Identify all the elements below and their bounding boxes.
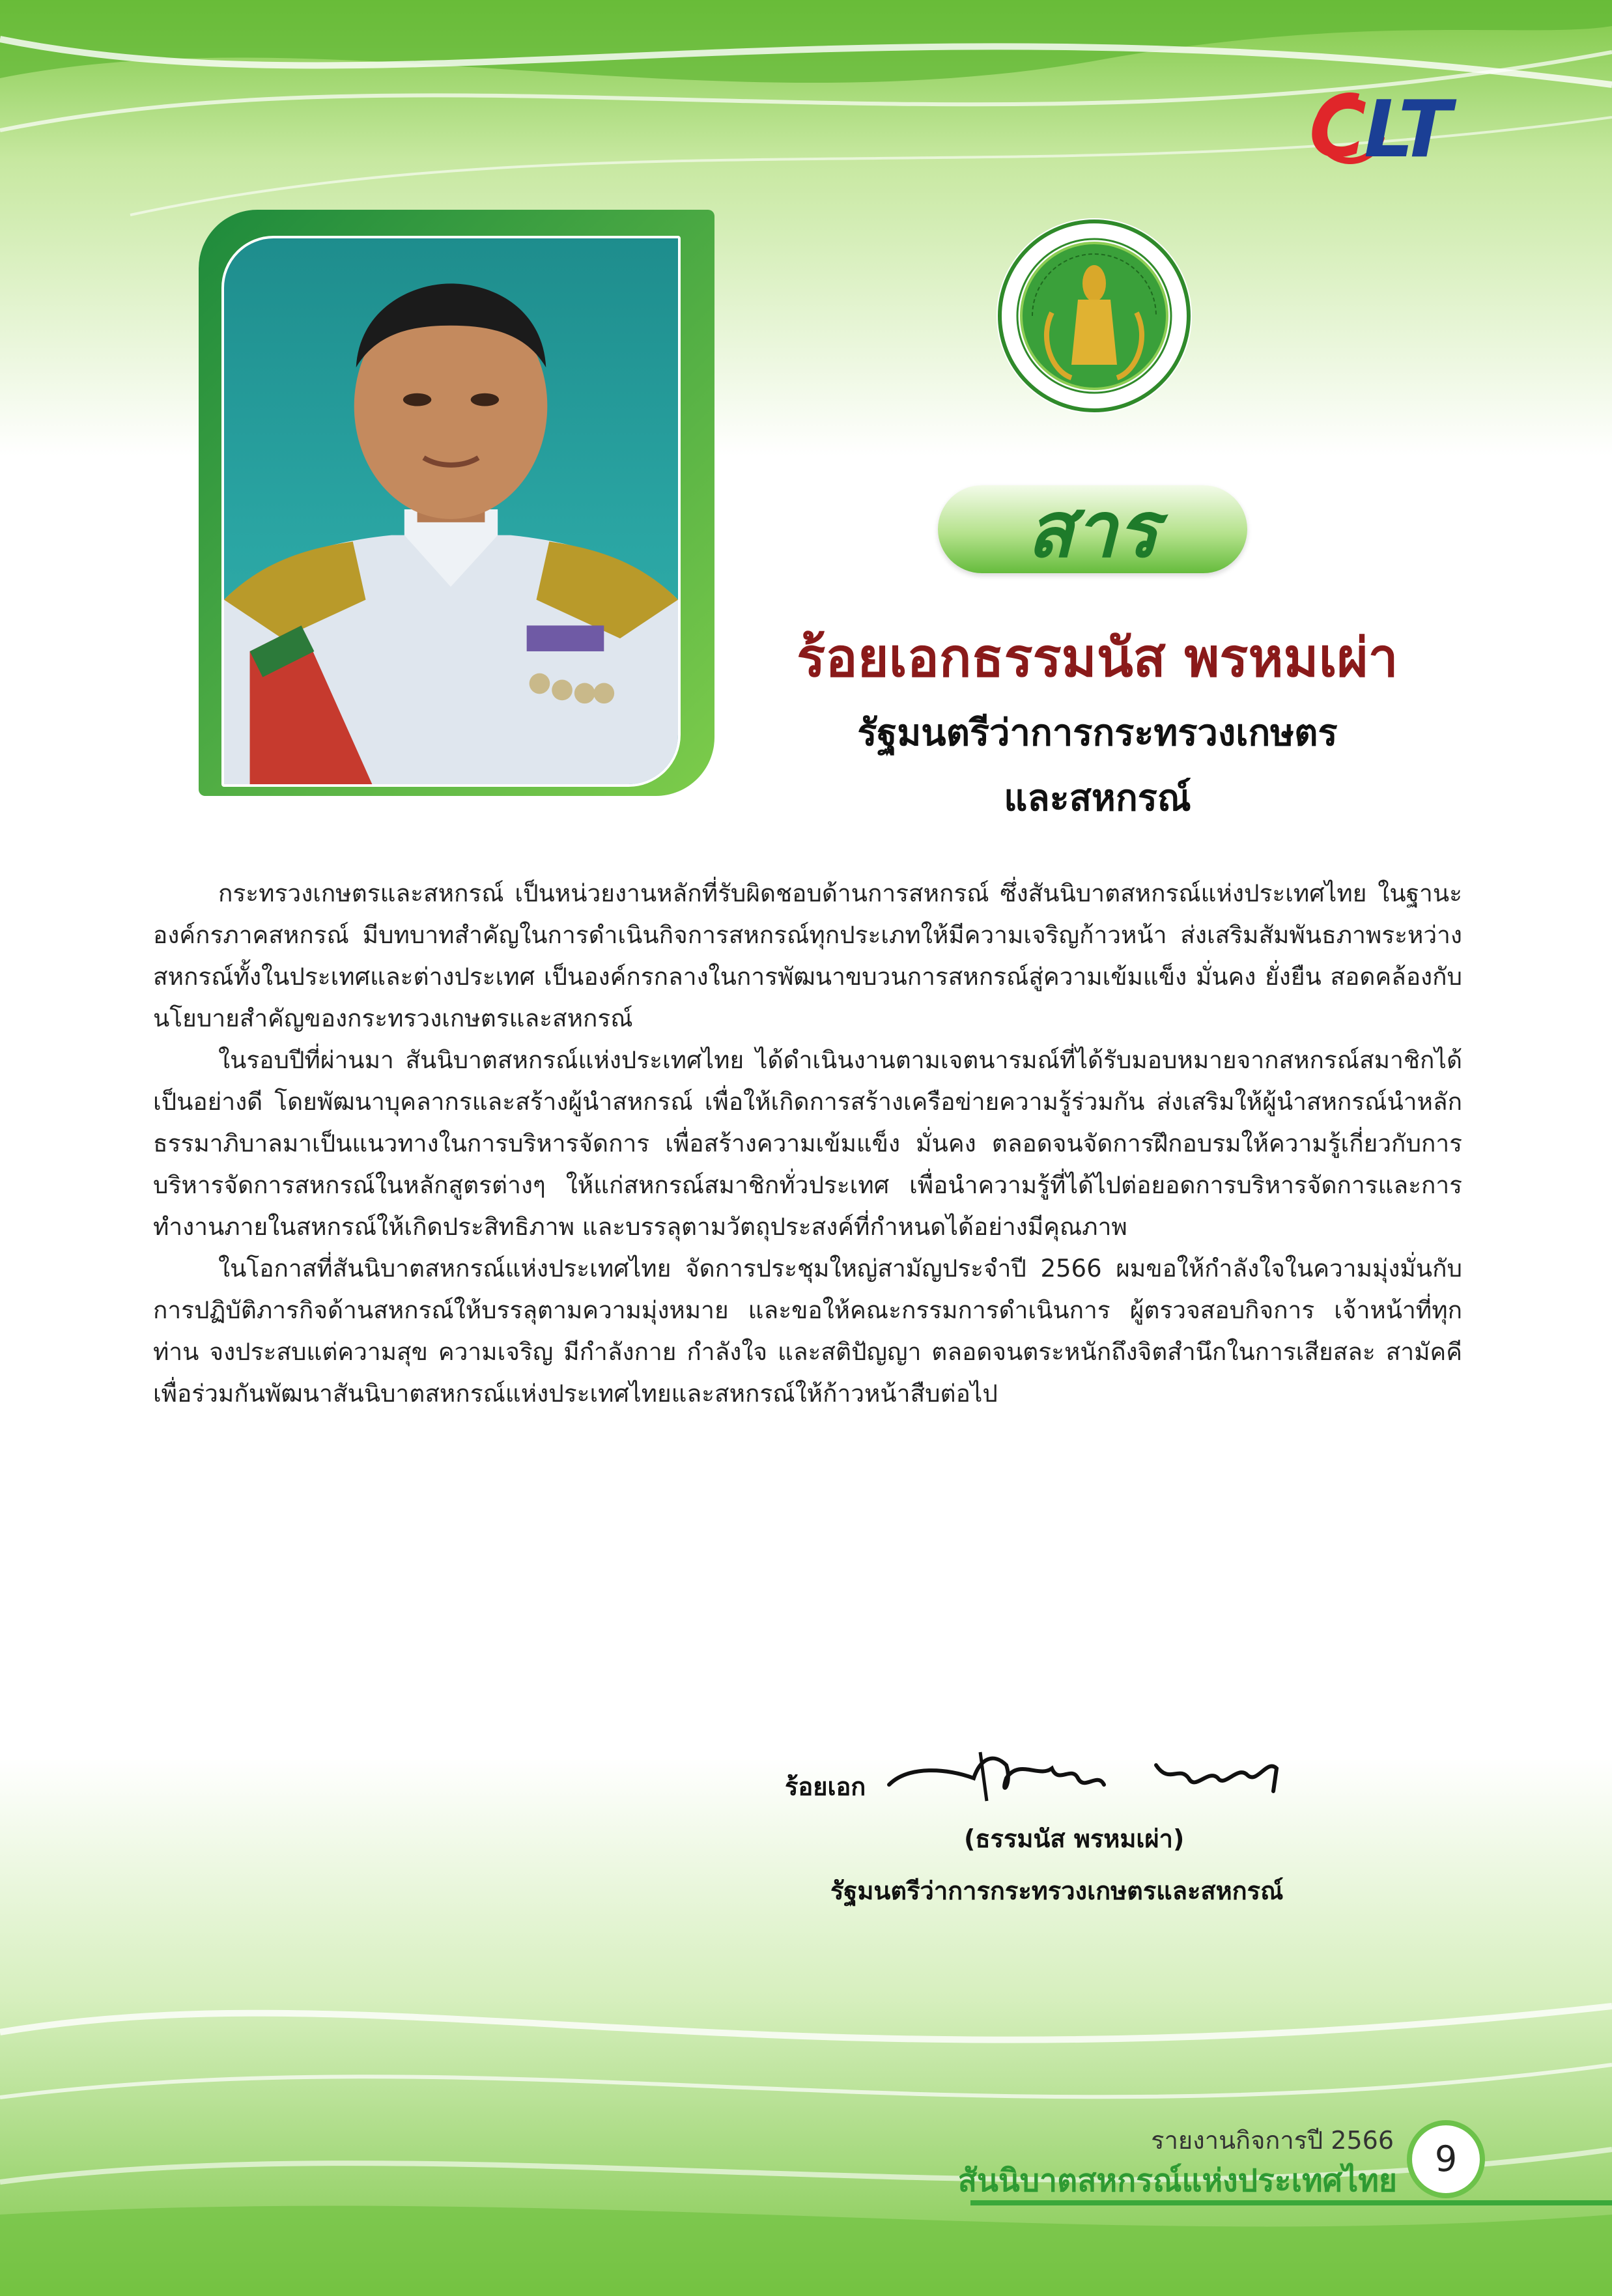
minister-portrait xyxy=(221,236,681,787)
minister-name: ร้อยเอกธรรมนัส พรหมเผ่า xyxy=(797,627,1398,689)
message-heading: สาร xyxy=(1026,484,1159,574)
paragraph-3: ในโอกาสที่สันนิบาตสหกรณ์แห่งประเทศไทย จัดการประชุมใหญ่สามัญประจำปี 2566 ผมขอให้กำลังใจในความมุ่งมั่นกับการปฏิบัติภารกิจด้านสหกรณ์ให้บรรลุตามความมุ่งหมาย และขอให้คณะกรรมการดำเนินการ ผู้ตรวจสอบกิจการ เจ้าหน้าที่ทุกท่าน จงประสบแต่ความสุข ความเจริญ มีกำลังกาย กำลังใจ และสติปัญญา ตลอดจนตระหนักถึงจิตสำนึกในการเสียสละ สามัคคี เพื่อร่วมกันพัฒนาสันนิบาตสหกรณ์แห่งประเทศไทยและสหกรณ์ให้ก้าวหน้าสืบต่อไป xyxy=(153,1254,1462,1408)
clt-logo xyxy=(1309,85,1531,176)
ministry-seal-icon xyxy=(993,215,1195,417)
logo-wordmark: CLT xyxy=(1309,85,1449,175)
handwritten-signature xyxy=(883,1739,1293,1811)
paragraph-1: กระทรวงเกษตรและสหกรณ์ เป็นหน่วยงานหลักที่รับผิดชอบด้านการสหกรณ์ ซึ่งสันนิบาตสหกรณ์แห่งประเทศไทย ในฐานะองค์กรภาคสหกรณ์ มีบทบาทสำคัญในการดำเนินกิจการสหกรณ์ทุกประเภทให้มีความเจริญก้าวหน้า ส่งเสริมสัมพันธภาพระหว่างสหกรณ์ทั้งในประเทศและต่างประเทศ เป็นองค์กรกลางในการพัฒนาขบวนการสหกรณ์สู่ความเข้มแข็ง มั่นคง ยั่งยืน สอดคล้องกับนโยบายสำคัญของกระทรวงเกษตรและสหกรณ์ xyxy=(153,879,1462,1032)
portrait-image xyxy=(224,238,678,784)
message-body xyxy=(153,873,1462,1415)
minister-position-line1: รัฐมนตรีว่าการกระทรวงเกษตร xyxy=(857,712,1338,754)
footer-report-year: รายงานกิจการปี 2566 xyxy=(1151,2126,1394,2155)
signature-title: รัฐมนตรีว่าการกระทรวงเกษตรและสหกรณ์ xyxy=(830,1877,1284,1905)
signature-name: (ธรรมนัส พรหมเผ่า) xyxy=(964,1824,1185,1853)
minister-position-line2: และสหกรณ์ xyxy=(1004,777,1191,819)
message-heading-pill xyxy=(938,485,1247,573)
footer-rule xyxy=(970,2200,1612,2205)
footer-green-wave-background xyxy=(0,1759,1612,2296)
signature-rank: ร้อยเอก xyxy=(785,1772,866,1801)
page-number: 9 xyxy=(1407,2120,1485,2198)
paragraph-2: ในรอบปีที่ผ่านมา สันนิบาตสหกรณ์แห่งประเทศไทย ได้ดำเนินงานตามเจตนารมณ์ที่ได้รับมอบหมายจากสหกรณ์สมาชิกได้เป็นอย่างดี โดยพัฒนาบุคลากรและสร้างผู้นำสหกรณ์ เพื่อให้เกิดการสร้างเครือข่ายความรู้ร่วมกัน ส่งเสริมให้ผู้นำสหกรณ์นำหลักธรรมาภิบาลมาเป็นแนวทางในการบริหารจัดการ เพื่อสร้างความเข้มแข็ง มั่นคง ตลอดจนจัดการฝึกอบรมให้ความรู้เกี่ยวกับการบริหารจัดการสหกรณ์ในหลักสูตรต่างๆ ให้แก่สหกรณ์สมาชิกทั่วประเทศ เพื่อนำความรู้ที่ได้ไปต่อยอดการบริหารจัดการและการทำงานภายในสหกรณ์ให้เกิดประสิทธิภาพ และบรรลุตามวัตถุประสงค์ที่กำหนดได้อย่างมีคุณภาพ xyxy=(153,1046,1462,1241)
footer-organization: สันนิบาตสหกรณ์แห่งประเทศไทย xyxy=(957,2162,1397,2199)
